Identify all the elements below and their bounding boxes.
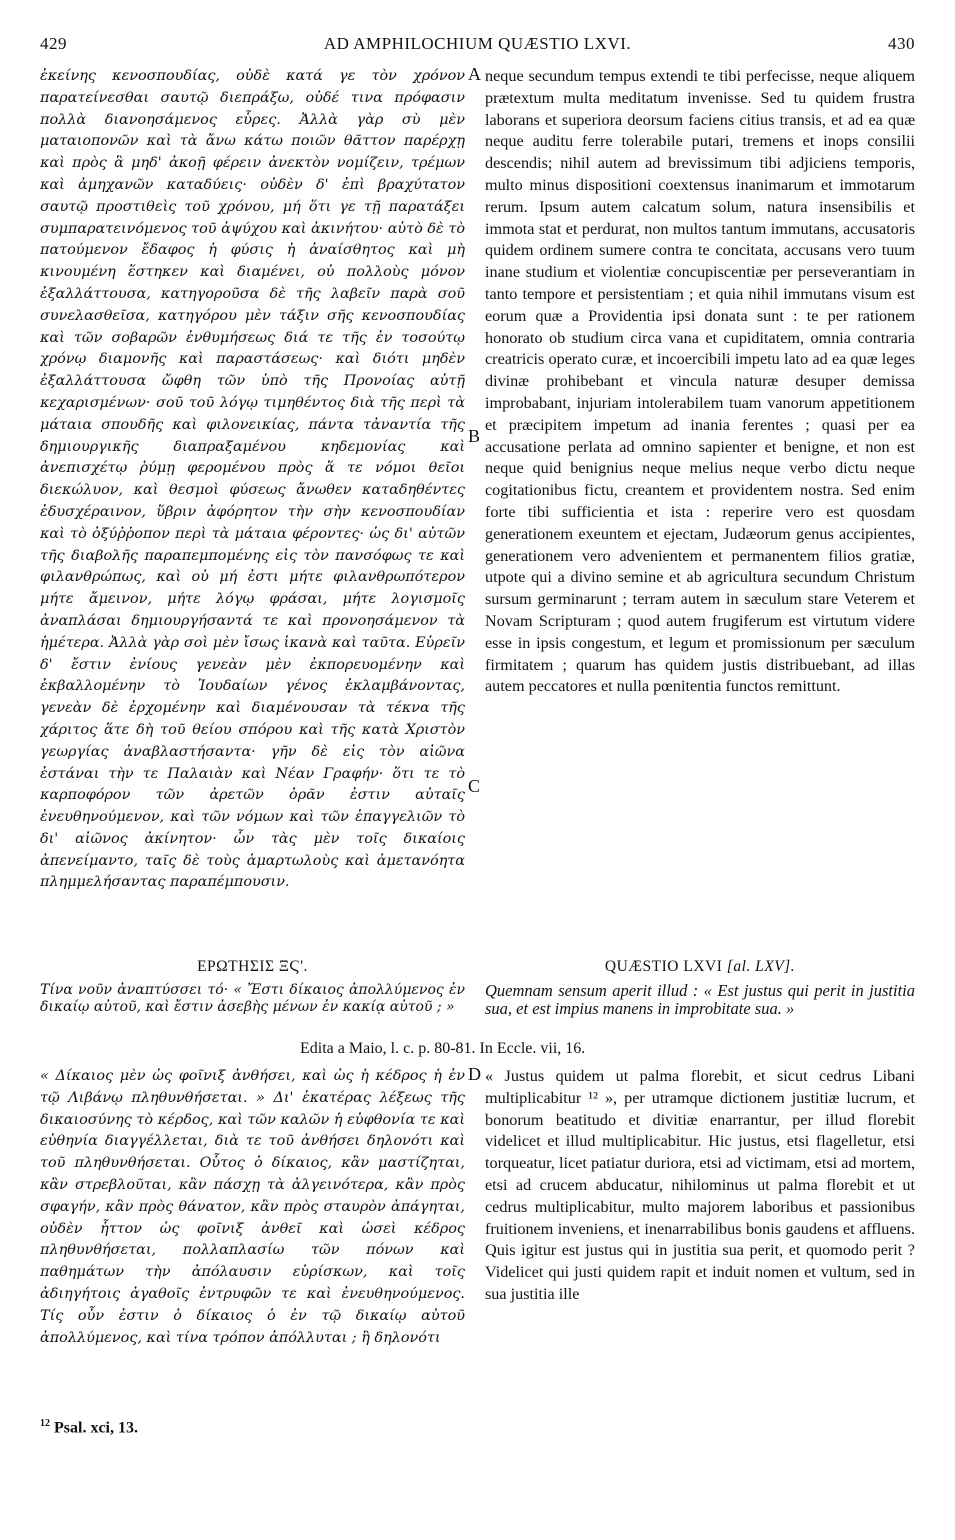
greek-column-bottom xyxy=(40,1066,465,1398)
page-number-right: 430 xyxy=(888,34,915,53)
margin-marker-a: A xyxy=(468,64,481,84)
latin-heading-main: QUÆSTIO LXVI xyxy=(604,958,727,975)
greek-question-heading: ΕΡΩΤΗΣΙΣ ΞϚ'. xyxy=(197,958,308,975)
footnote-number: 12 xyxy=(40,1418,50,1429)
latin-paragraph-bottom: « Justus quidem ut palma florebit, et sicut cedrus Libani multiplicabitur ¹² », per utramque dictionem justitiæ lucrum, et bonorum beatitudo et divitiæ enarrantur, per illud florebit videlicet et illud multiplicabitur. Hic justus, etsi flagelletur, etsi torqueatur, licet patiatur duriora, etsi ad victimam, etsi ad mortem, etsi ad crucem abducatur, nihilominus ut palma florebit et ut cedrus multiplicabitur, multo majorem laboribus et passionibus fruitionem inveniens, et inenarrabilibus bonis gaudens et affluens. Quis igitur est justus qui in justitia sua perit, et quomodo perit ? Videlicet qui justi quidem rapit et induit nomen et vultum, sed in sua justitia ille xyxy=(485,1067,915,1303)
latin-question-text: Quemnam sensum aperit illud : « Est justus qui perit in justitia sua, et est impius manens in improbitate sua. » xyxy=(485,981,915,1018)
margin-marker-b: B xyxy=(468,426,481,446)
greek-question-text: Τίνα νοῦν ἀναπτύσσει τό· « Ἔστι δίκαιος ἀπολλύμενος ἐν δικαίῳ αὐτοῦ, καὶ ἔστιν ἀσεβὴς μένων ἐν κακίᾳ αὐτοῦ ; » xyxy=(40,982,465,1015)
greek-column-top xyxy=(40,66,465,934)
latin-column-top xyxy=(485,66,915,934)
latin-column-bottom xyxy=(485,1066,915,1398)
latin-paragraph-top: neque secundum tempus extendi te tibi perfecisse, neque aliquem prætextum multa meditatum invenisse. Sed tu quidem frustra laborans et superiora deorsum faciens citius transis, et ad ea quæ neque auditu ferre tolerabile putari, tremens et inops consilii descendis; nihil autem ad brevissimum tibi adjiciens temporis, multo minus dispositioni coextensus inanimarum et immotarum rerum. Ipsum autem calcatum solum, natura insensibilis et immota stat et perdurat, non multos tantum immutans, accusatoris quidem ordinem sumere contra te concitata, accusans vero tuum inane studium et violentiæ concupiscentiæ per perseverantiam in tanto tempore et persistentiam ; et quia nihil immutans visum est eorum quæ a Providentia ipsi donata sunt : te per rationem honorato ob studium circa vana et cupiditatem, omnia contraria creatricis operato curæ, et incoercibili impetu lato ad ea quæ leges divinæ prohibebant et vincula naturæ desuper demissa improbabant, injuriam intolerabilem tuam vanorum appetitionem et præcipitem impetum ad inania ferentes ; quasi per ea accusatione perlata ad omnino sapienter et benigne, et non est neque quid benignius neque melius neque verbo dictu neque cogitationibus fictu, creantem et providentem nostra. Sed enim forte tibi sufficientia et ista : reperire vero est quosdam generationem exeuntem et ejectam, Judæorum genus accipientes, generationem vero advenientem et permanentem filios gratiæ, utpote qui a divino semine et ab agricultura secundum Christum sursum germinarunt ; terram autem in sæculum stare Veterem et Novam Scripturam ; quod autem frugiferum est virtutum videre esse in ipsis congestum, et legum et promissionum per sæculum firmitatem ; quarum has quidem justis distribuebant, ad illas autem peccatores et nulla pœnitentia functos remittunt. xyxy=(485,67,915,696)
margin-marker-d: D xyxy=(468,1064,481,1084)
page-number-left: 429 xyxy=(40,34,67,53)
footnote-text: Psal. xci, 13. xyxy=(50,1419,138,1437)
latin-heading-alt: [al. LXV]. xyxy=(726,958,796,975)
latin-question-heading xyxy=(485,958,915,976)
margin-marker-c: C xyxy=(468,776,481,796)
running-header xyxy=(40,34,915,60)
edition-note: Edita a Maio, l. c. p. 80-81. In Eccle. vii, 16. xyxy=(300,1040,586,1057)
footnote xyxy=(40,1418,138,1437)
greek-paragraph-bottom: « Δίκαιος μὲν ὡς φοῖνιξ ἀνθήσει, καὶ ὡς ἡ κέδρος ἡ ἐν τῷ Λιβάνῳ πληθυνθήσεται. » Δι' ἑκατέρας λέξεως τῆς δικαιοσύνης τὸ κέρδος, καὶ τῶν καλῶν ἡ εὐφθονία τε καὶ εὐθηνία διαγγέλλεται, διὰ τε τοῦ ἀνθήσει δηλονότι καὶ τοῦ πληθυνθήσεται. Οὗτος ὁ δίκαιος, κἂν μαστίζηται, κἂν στρεβλοῦται, κἂν πάσχῃ τὰ ἀλγεινότερα, κἂν πρὸς σφαγήν, κἂν πρὸς θάνατον, κἂν πρὸς σταυρὸν ἀπάγηται, οὐδὲν ἧττον ὡς φοῖνιξ ἀνθεῖ καὶ ὡσεὶ κέδρος πληθυνθήσεται, πολλαπλασίω τῶν πόνων καὶ παθημάτων τὴν ἀπόλαυσιν εὑρίσκων, καὶ τοῖς ἀδιηγήτοις ἀγαθοῖς ἐντρυφῶν τε καὶ ἐνευθηνούμενος. Τίς οὖν ἐστιν ὁ δίκαιος ὁ ἐν τῷ δικαίῳ αὐτοῦ ἀπολλύμενος, καὶ τίνα τρόπον ἀπόλλυται ; ἢ δηλονότι xyxy=(40,1068,465,1346)
running-title: AD AMPHILOCHIUM QUÆSTIO LXVI. xyxy=(323,34,632,53)
greek-paragraph-top: ἐκείνης κενοσπουδίας, οὐδὲ κατά γε τὸν χρόνον παρατείνεσθαι σαυτῷ διεπράξω, οὐδέ τινα πρόφασιν πολλὰ διανοησάμενος εὗρες. Ἀλλὰ γὰρ σὺ μὲν ματαιοπονῶν καὶ τὰ ἄνω κάτω ποιῶν θᾶττον παρέρχῃ καὶ πρὸς ἃ μηδ' ἀκοῇ φέρειν ἀνεκτὸν νομίζειν, τρέμων καὶ ἀμηχανῶν καταδύεις· οὐδὲν δ' ἐπὶ βραχύτατον σαυτῷ προστιθεὶς τοῦ χρόνου, μή ὅτι γε τῇ παρατάξει συμπαρατεινόμενος τοῦ ἀψύχου καὶ ἀκινήτου· αὐτὸ δὲ τὸ πατούμενον ἔδαφος ἡ φύσις ἡ ἀναίσθητος καὶ μὴ κινουμένη ἕστηκεν καὶ διαμένει, οὐ πολλοὺς μόνον ἐξαλλάττουσα, κατηγοροῦσα δὲ τῆς λαβεῖν παρὰ σοῦ συνελασθεῖσα, κατηγόρου μὲν τάξιν σῆς κενοσπουδίας καὶ τῶν σοβαρῶν ἐνθυμήσεως διά τε τῆς ἐν τοσούτῳ χρόνῳ διαμονῆς καὶ παραστάσεως· καὶ διότι μηδὲν ἐξαλλάττουσα ὤφθη τῶν ὑπὸ τῆς Προνοίας αὐτῇ κεχαρισμένων· σοῦ τοῦ λόγῳ τιμηθέντος διὰ τῆς περὶ τὰ μάταια σπουδῆς καὶ φιλονεικίας, πάντα τἀναντία τῆς δημιουργικῆς διαπραξαμένου κηδεμονίας καὶ ἀνεπισχέτῳ ῥύμῃ φερομένου πρὸς ἅ τε νόμοι θεῖοι διεκώλυον, καὶ θεσμοὶ φύσεως ἄνωθεν καταδηθέντες ἐδυσχέραινον, ὕβριν ἀφόρητον τὴν σὴν κενοσπουδίαν καὶ τὸ ὀξύῤῥοπον περὶ τὰ μάταια φέροντες· ὡς δι' αὐτῶν τῆς διαβολῆς παραπεμπομένης εἰς τὸν πανσόφως τε καὶ φιλανθρώπως, καὶ οὐ μή ἐστι μήτε φιλανθρωπότερον μήτε ἄμεινον, μήτε λόγῳ φράσαι, μήτε λογισμοῖς ἀναπλάσαι δημιουργήσαντά τε καὶ προνοησάμενον τὰ ἡμέτερα. Ἀλλὰ γὰρ σοὶ μὲν ἴσως ἱκανὰ καὶ ταῦτα. Εὑρεῖν δ' ἔστιν ἐνίους γενεὰν μὲν ἐκπορευομένην καὶ ἐκβαλλομένην τὸ Ἰουδαίων γένος ἐκλαμβάνοντας, γενεὰν δὲ ἐρχομένην καὶ διαμένουσαν τὰ τέκνα τῆς χάριτος ἅτε δὴ τοῦ θείου σπόρου καὶ τῆς κατὰ Χριστὸν γεωργίας ἀναβλαστήσαντα· γῆν δὲ εἰς τὸν αἰῶνα ἑστάναι τὴν τε Παλαιὰν καὶ Νέαν Γραφήν· ὅτι τε τὸ καρποφόρον τῶν ἀρετῶν ὁρᾶν ἐστιν αὐταῖς ἐνευθηνούμενον, καὶ τῶν νόμων καὶ τῶν ἐπαγγελιῶν τὸ δι' αἰῶνος ἀκίνητον· ὧν τὰς μὲν τοῖς δικαίοις ἀπενείμαντο, ταῖς δὲ τοὺς ἁμαρτωλοὺς καὶ ἀμετανόητα πλημμελήσαντας παραπέμπουσιν. xyxy=(40,68,465,891)
